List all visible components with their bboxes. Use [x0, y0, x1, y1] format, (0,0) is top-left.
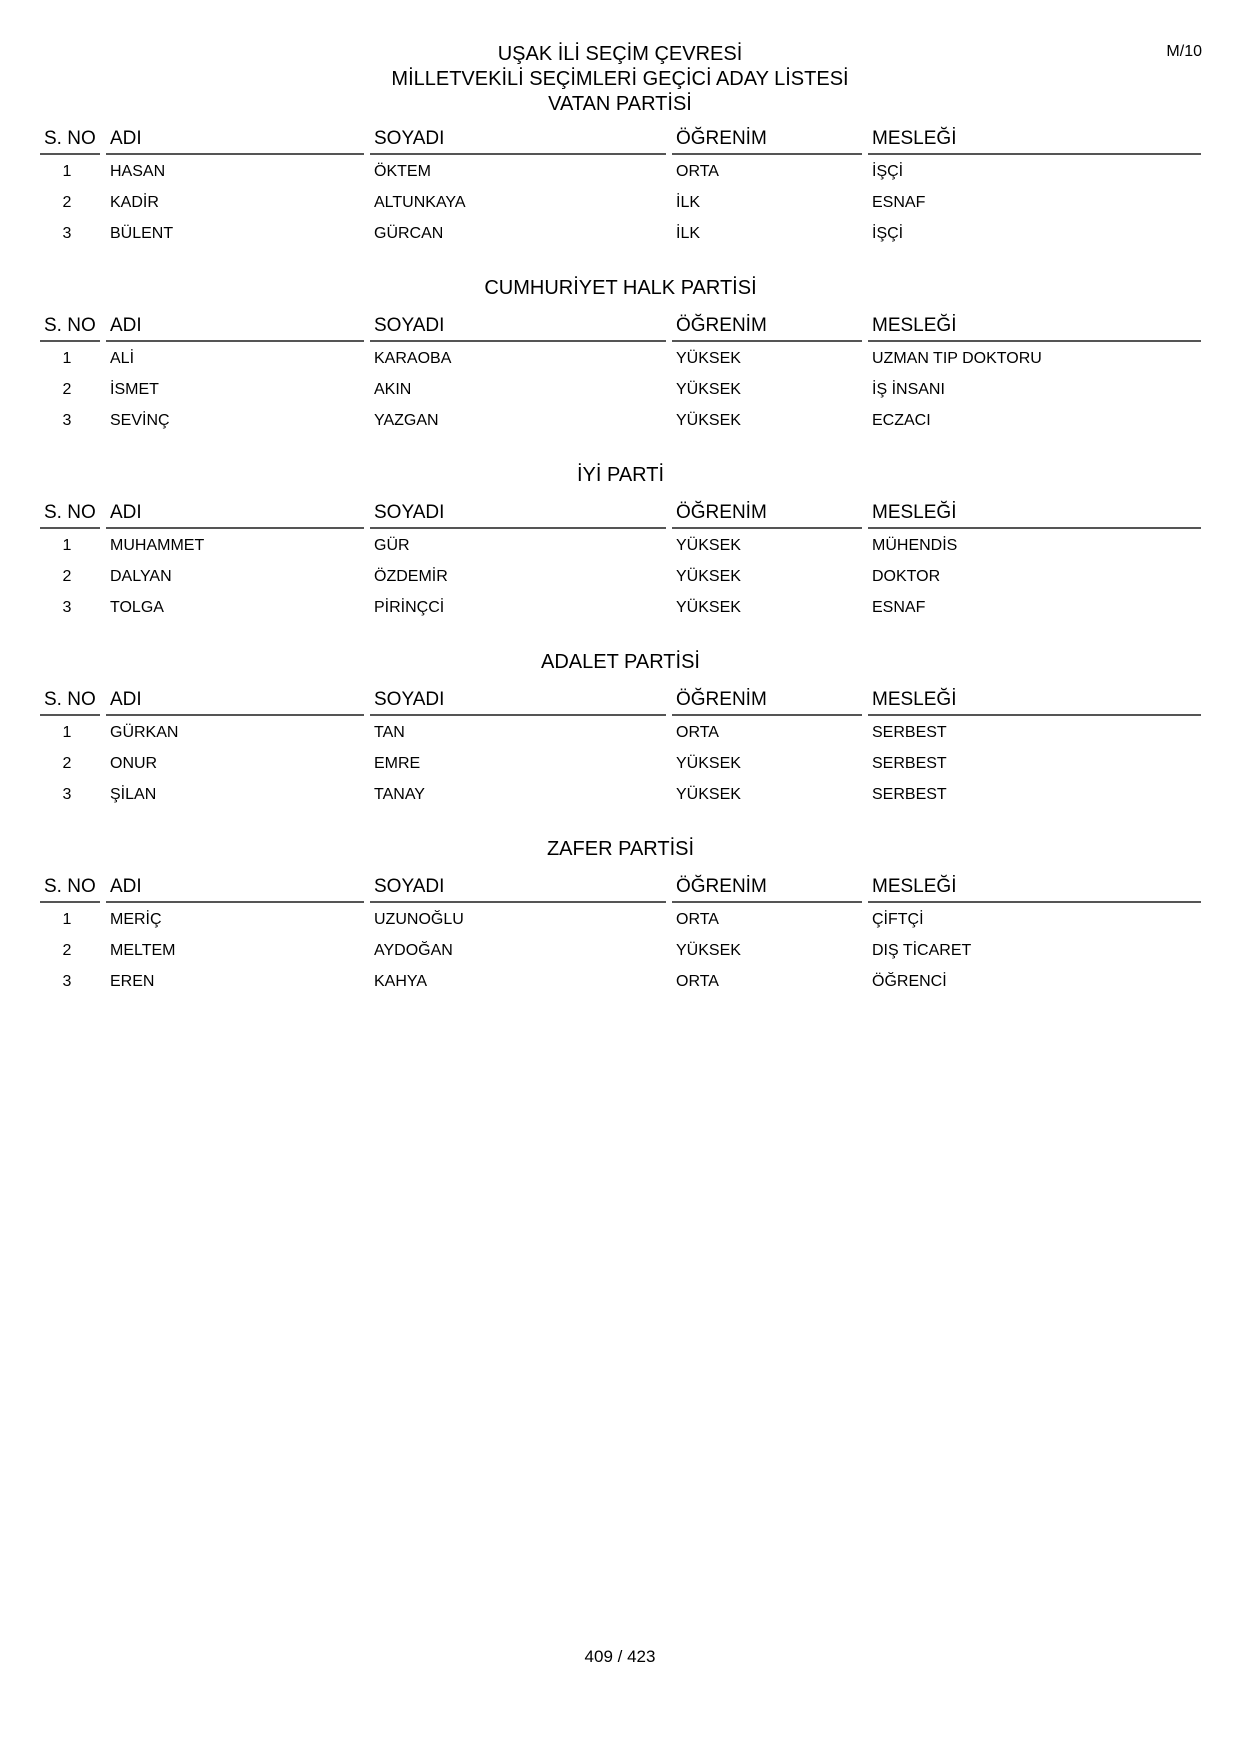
- cell-ogrenim: YÜKSEK: [676, 536, 741, 554]
- table-header-row: [40, 678, 1201, 716]
- header-list-title: MİLLETVEKİLİ SEÇİMLERİ GEÇİCİ ADAY LİSTESİ: [391, 68, 849, 90]
- document-header: [0, 42, 1240, 117]
- party-title: ADALET PARTİSİ: [541, 651, 700, 673]
- header-constituency: UŞAK İLİ SEÇİM ÇEVRESİ: [497, 43, 743, 65]
- cell-meslek: SERBEST: [872, 785, 947, 803]
- party-title: CUMHURİYET HALK PARTİSİ: [484, 277, 757, 299]
- cell-adi: BÜLENT: [110, 224, 174, 242]
- column-header-soyadi: SOYADI: [370, 304, 666, 342]
- party-section: [40, 835, 1201, 997]
- cell-soyadi: PİRİNÇCİ: [374, 598, 445, 616]
- table-header-row: [40, 304, 1201, 342]
- cell-no: 2: [62, 941, 72, 959]
- cell-no: 3: [62, 972, 72, 990]
- cell-ogrenim: ORTA: [676, 723, 719, 741]
- party-section: [40, 648, 1201, 810]
- cell-no: 1: [62, 349, 72, 367]
- column-header-adi: ADI: [106, 865, 364, 903]
- cell-no: 3: [62, 785, 72, 803]
- page-number: 409 / 423: [584, 1647, 656, 1666]
- cell-meslek: MÜHENDİS: [872, 536, 958, 554]
- cell-soyadi: KARAOBA: [374, 349, 452, 367]
- table-row: [40, 156, 1201, 187]
- column-header-no: S. NO: [40, 678, 100, 716]
- cell-no: 2: [62, 567, 72, 585]
- cell-meslek: ESNAF: [872, 598, 926, 616]
- cell-no: 1: [62, 723, 72, 741]
- cell-meslek: DOKTOR: [872, 567, 941, 585]
- column-header-adi: ADI: [106, 678, 364, 716]
- cell-no: 3: [62, 411, 72, 429]
- cell-adi: HASAN: [110, 162, 166, 180]
- table-row: [40, 343, 1201, 374]
- table-row: [40, 405, 1201, 436]
- cell-adi: İSMET: [110, 380, 159, 398]
- table-row: [40, 561, 1201, 592]
- table-row: [40, 374, 1201, 405]
- cell-adi: TOLGA: [110, 598, 164, 616]
- cell-soyadi: GÜR: [374, 536, 410, 554]
- cell-soyadi: EMRE: [374, 754, 421, 772]
- cell-meslek: SERBEST: [872, 723, 947, 741]
- cell-ogrenim: ORTA: [676, 972, 719, 990]
- column-header-meslek: MESLEĞİ: [868, 304, 1201, 342]
- cell-soyadi: TAN: [374, 723, 405, 741]
- cell-soyadi: AYDOĞAN: [374, 941, 453, 959]
- cell-adi: GÜRKAN: [110, 723, 179, 741]
- column-header-soyadi: SOYADI: [370, 865, 666, 903]
- column-header-meslek: MESLEĞİ: [868, 491, 1201, 529]
- cell-soyadi: KAHYA: [374, 972, 428, 990]
- page-code: M/10: [1166, 43, 1202, 60]
- cell-no: 1: [62, 162, 72, 180]
- cell-meslek: İŞ İNSANI: [872, 380, 945, 398]
- cell-adi: MELTEM: [110, 941, 176, 959]
- cell-no: 3: [62, 224, 72, 242]
- cell-soyadi: TANAY: [374, 785, 425, 803]
- cell-meslek: İŞÇİ: [872, 162, 904, 180]
- table-row: [40, 748, 1201, 779]
- column-header-ogrenim: ÖĞRENİM: [672, 865, 862, 903]
- cell-no: 2: [62, 193, 72, 211]
- party-section: [40, 461, 1201, 623]
- table-row: [40, 966, 1201, 997]
- table-row: [40, 779, 1201, 810]
- cell-meslek: ESNAF: [872, 193, 926, 211]
- cell-meslek: SERBEST: [872, 754, 947, 772]
- cell-ogrenim: ORTA: [676, 162, 719, 180]
- party-sections: [40, 117, 1201, 997]
- cell-adi: EREN: [110, 972, 155, 990]
- cell-meslek: UZMAN TIP DOKTORU: [872, 349, 1042, 367]
- table-row: [40, 935, 1201, 966]
- column-header-soyadi: SOYADI: [370, 117, 666, 155]
- cell-adi: KADİR: [110, 193, 159, 211]
- table-header-row: [40, 491, 1201, 529]
- cell-ogrenim: YÜKSEK: [676, 349, 741, 367]
- cell-ogrenim: YÜKSEK: [676, 598, 741, 616]
- cell-ogrenim: YÜKSEK: [676, 411, 741, 429]
- cell-ogrenim: YÜKSEK: [676, 754, 741, 772]
- cell-no: 2: [62, 754, 72, 772]
- column-header-soyadi: SOYADI: [370, 491, 666, 529]
- party-section: [40, 274, 1201, 436]
- column-header-no: S. NO: [40, 865, 100, 903]
- column-header-no: S. NO: [40, 304, 100, 342]
- column-header-adi: ADI: [106, 491, 364, 529]
- table-row: [40, 717, 1201, 748]
- cell-ogrenim: ORTA: [676, 910, 719, 928]
- column-header-soyadi: SOYADI: [370, 678, 666, 716]
- cell-adi: SEVİNÇ: [110, 411, 170, 429]
- table-row: [40, 904, 1201, 935]
- party-title: İYİ PARTİ: [576, 464, 665, 486]
- cell-meslek: İŞÇİ: [872, 224, 904, 242]
- cell-adi: ONUR: [110, 754, 158, 772]
- cell-no: 1: [62, 910, 72, 928]
- cell-adi: ŞİLAN: [110, 785, 157, 803]
- cell-meslek: ÇİFTÇİ: [872, 910, 924, 928]
- cell-meslek: ÖĞRENCİ: [872, 972, 947, 990]
- cell-adi: DALYAN: [110, 567, 172, 585]
- column-header-adi: ADI: [106, 117, 364, 155]
- table-row: [40, 187, 1201, 218]
- cell-ogrenim: YÜKSEK: [676, 785, 741, 803]
- column-header-meslek: MESLEĞİ: [868, 678, 1201, 716]
- cell-no: 2: [62, 380, 72, 398]
- column-header-ogrenim: ÖĞRENİM: [672, 117, 862, 155]
- table-row: [40, 530, 1201, 561]
- cell-ogrenim: YÜKSEK: [676, 567, 741, 585]
- cell-soyadi: ÖZDEMİR: [374, 567, 448, 585]
- column-header-adi: ADI: [106, 304, 364, 342]
- cell-soyadi: ÖKTEM: [374, 162, 431, 180]
- cell-soyadi: AKIN: [374, 380, 412, 398]
- cell-meslek: DIŞ TİCARET: [872, 941, 972, 959]
- column-header-meslek: MESLEĞİ: [868, 117, 1201, 155]
- cell-meslek: ECZACI: [872, 411, 931, 429]
- cell-ogrenim: YÜKSEK: [676, 941, 741, 959]
- table-row: [40, 218, 1201, 249]
- cell-soyadi: YAZGAN: [374, 411, 439, 429]
- cell-soyadi: UZUNOĞLU: [374, 910, 464, 928]
- cell-adi: ALİ: [110, 349, 135, 367]
- cell-adi: MUHAMMET: [110, 536, 205, 554]
- cell-ogrenim: İLK: [676, 193, 701, 211]
- column-header-ogrenim: ÖĞRENİM: [672, 678, 862, 716]
- cell-no: 1: [62, 536, 72, 554]
- table-header-row: [40, 117, 1201, 155]
- column-header-ogrenim: ÖĞRENİM: [672, 491, 862, 529]
- header-first-party: VATAN PARTİSİ: [548, 93, 692, 115]
- cell-soyadi: ALTUNKAYA: [374, 193, 466, 211]
- cell-soyadi: GÜRCAN: [374, 224, 444, 242]
- party-section: [40, 117, 1201, 249]
- column-header-no: S. NO: [40, 117, 100, 155]
- party-title: ZAFER PARTİSİ: [546, 838, 695, 860]
- column-header-ogrenim: ÖĞRENİM: [672, 304, 862, 342]
- cell-no: 3: [62, 598, 72, 616]
- table-row: [40, 592, 1201, 623]
- cell-ogrenim: YÜKSEK: [676, 380, 741, 398]
- table-header-row: [40, 865, 1201, 903]
- column-header-no: S. NO: [40, 491, 100, 529]
- cell-adi: MERİÇ: [110, 910, 162, 928]
- cell-ogrenim: İLK: [676, 224, 701, 242]
- column-header-meslek: MESLEĞİ: [868, 865, 1201, 903]
